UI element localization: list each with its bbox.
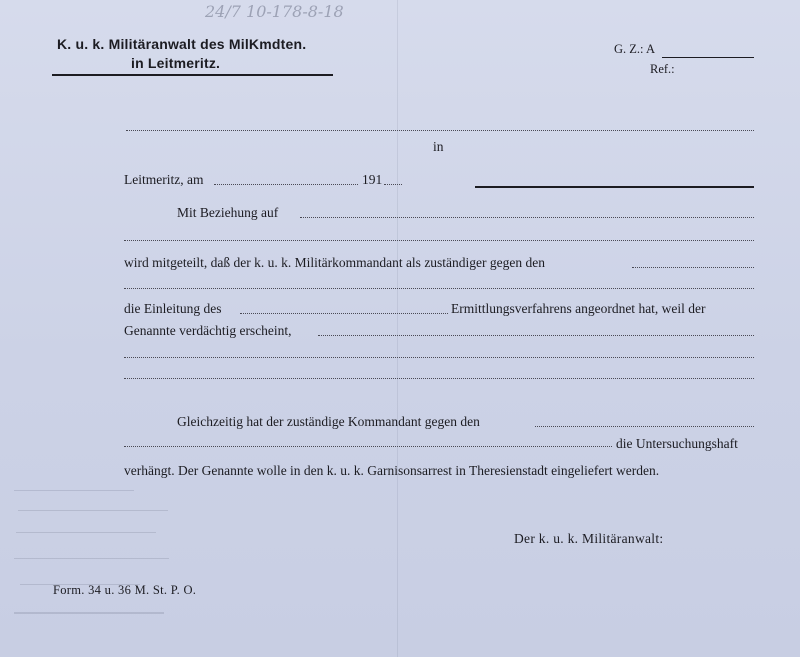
date-field[interactable] (214, 184, 358, 185)
addressee-line[interactable] (126, 130, 754, 131)
proceedings-text: Ermittlungsverfahrens angeordnet hat, weil der (451, 301, 706, 316)
proceeding-type-field[interactable] (240, 313, 448, 314)
place-date-label: Leitmeritz, am (124, 172, 204, 187)
header-underline (52, 74, 333, 76)
form-number: Form. 34 u. 36 M. St. P. O. (53, 583, 197, 597)
ref-label: Ref.: (650, 62, 675, 76)
office-name-line2: in Leitmeritz. (131, 55, 221, 71)
suspicion-field-cont-1[interactable] (124, 357, 754, 358)
custody-person-field[interactable] (535, 426, 754, 427)
signature-label: Der k. u. k. Militäranwalt: (514, 531, 664, 546)
suspicion-field[interactable] (318, 335, 754, 336)
bleed-through-stamp (14, 480, 174, 630)
in-label: in (433, 139, 444, 154)
handwritten-note: 24/7 10-178-8-18 (205, 2, 344, 21)
gz-line[interactable] (662, 57, 754, 58)
suspicion-field-cont-2[interactable] (124, 378, 754, 379)
communication-text: wird mitgeteilt, daß der k. u. k. Militärkommandant als zuständiger gegen den (124, 255, 546, 270)
reference-label: Mit Beziehung auf (177, 205, 279, 220)
reference-field-cont[interactable] (124, 240, 754, 241)
suspect-text: Genannte verdächtig erscheint, (124, 323, 292, 338)
initiation-label: die Einleitung des (124, 301, 222, 316)
year-field[interactable] (384, 184, 402, 185)
simultaneously-text: Gleichzeitig hat der zuständige Kommandant gegen den (177, 414, 480, 429)
custody-text: die Untersuchungshaft (616, 436, 738, 451)
recipient-place-line[interactable] (475, 186, 754, 188)
office-name-line1: K. u. k. Militäranwalt des MilKmdten. (57, 36, 307, 52)
custody-person-field-cont[interactable] (124, 446, 612, 447)
accused-field[interactable] (632, 267, 754, 268)
reference-field[interactable] (300, 217, 754, 218)
year-prefix: 191 (362, 172, 383, 187)
gz-label: G. Z.: A (614, 42, 655, 56)
imposed-text: verhängt. Der Genannte wolle in den k. u. k. Garnisonsarrest in Theresienstadt eingeliefert werden. (124, 463, 660, 478)
accused-field-cont[interactable] (124, 288, 754, 289)
fold-crease (397, 0, 398, 657)
